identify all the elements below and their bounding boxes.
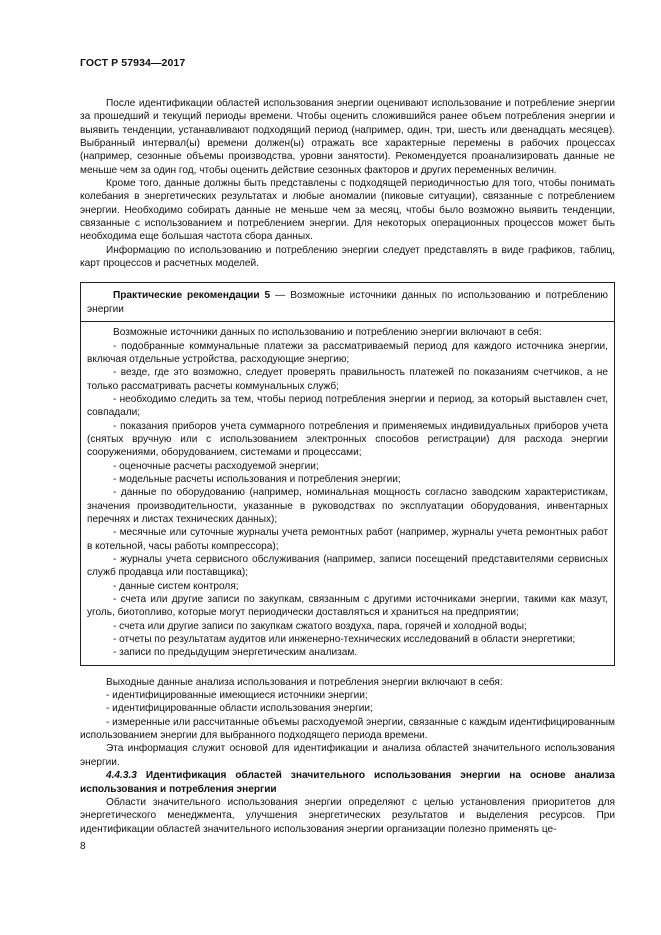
list-item: - подобранные коммунальные платежи за рассматриваемый период для каждого источника энергии, включая отдельные устройства, расходующие энергию; — [87, 340, 608, 365]
list-item: - счета или другие записи по закупкам, связанным с другими источниками энергии, такими как мазут, уголь, биотопливо, которые могут периодически доставляться и храниться на предприятии; — [87, 594, 608, 619]
list-item: - журналы учета сервисного обслуживания (например, записи посещений представителями сервисных служб продавца или поставщика); — [87, 554, 608, 579]
list-item: - оценочные расчеты расходуемой энергии; — [113, 460, 319, 472]
list-item: - показания приборов учета суммарного потребления и применяемых индивидуальных приборов учета (снятых вручную или с использованием электронных способов регистрации) для расхода энергии сооружениями, оборудованием, системами и процессами; — [87, 420, 608, 459]
list-item: - необходимо следить за тем, чтобы период потребления энергии и период, за который выставлен счет, совпадали; — [87, 393, 608, 419]
section-title: Идентификация областей значительного использования энергии на основе анализа использования и потребления энергии — [80, 770, 615, 795]
list-item: - данные систем контроля; — [113, 580, 239, 592]
paragraph-periodicity: Кроме того, данные должны быть представлены с подходящей периодичностью для того, чтобы понимать колебания в энергетических результатах и любые аномалии (пиковые ситуации), связанные с потреблением энергии. Необходимо собирать данные не меньше чем за месяц, чтобы было возможно выявить тенденции, связанные с использованием и потреблением энергии. Для некоторых операционных процессов может быть необходима еще большая частота сбора данных. — [80, 178, 615, 243]
list-item: - идентифицированные области использования энергии; — [106, 703, 373, 715]
recommendation-title-bold: Практические рекомендации 5 — [113, 290, 271, 302]
document-body — [80, 97, 615, 836]
section-heading — [80, 769, 615, 796]
section-number: 4.4.3.3 — [106, 770, 137, 782]
list-item: - везде, где это возможно, следует проверять правильность платежей по показаниям счетчиков, а не только рассматривать расчеты коммунальных служб; — [87, 367, 608, 392]
paragraph-history: После идентификации областей использования энергии оценивают использование и потребление энергии за прошедший и текущий периоды времени. Чтобы оценить сложившийся ранее объем потребления энергии и выявить тенденции, устанавливают подходящий период (например, один, три, шесть или двенадцать месяцев). Выбранный интервал(ы) времени должен(ы) отражать все характерные перемены в рабочих процессах (например, сезонные объемы производства, уровни занятости). Рекомендуется проанализировать данные не меньше чем за один год, чтобы оценить действие сезонных факторов и других переменных величин. — [80, 98, 615, 176]
outputs-closing: Эта информация служит основой для идентификации и анализа областей значительного использования энергии. — [80, 743, 615, 768]
list-item: - месячные или суточные журналы учета ремонтных работ (например, журналы учета ремонтных работ в котельной, часы работы компрессора); — [87, 527, 608, 552]
outputs-intro: Выходные данные анализа использования и потребления энергии включают в себя: — [106, 676, 503, 688]
recommendation-title — [81, 283, 614, 322]
standard-header: ГОСТ Р 57934—2017 — [80, 57, 186, 69]
section-paragraph: Области значительного использования энергии определяют с целью установления приоритетов для энергетического менеджмента, улучшения энергетических результатов и выделения ресурсов. При идентификации областей значительного использования энергии организации полезно применять це- — [80, 796, 615, 835]
list-item: - счета или другие записи по закупкам сжатого воздуха, пара, горячей и холодной воды; — [113, 620, 527, 632]
paragraph-presentation: Информацию по использованию и потреблению энергии следует представлять в виде графиков, таблиц, карт процессов и расчетных моделей. — [80, 244, 615, 270]
recommendation-box — [80, 282, 615, 665]
recommendation-title-rest: — Возможные источники данных по использованию и потреблению энергии — [87, 290, 609, 315]
list-item: - модельные расчеты использования и потребления энергии; — [113, 473, 401, 485]
list-item: - отчеты по результатам аудитов или инженерно-технических исследований в области энергетики; — [113, 634, 576, 646]
recommendation-content — [81, 322, 614, 665]
list-item: - измеренные или рассчитанные объемы расходуемой энергии, связанные с каждым идентифицированным использованием энергии для выбранного подходящего периода времени. — [80, 716, 615, 742]
list-item: - идентифицированные имеющиеся источники энергии; — [106, 690, 368, 702]
recommendation-intro: Возможные источники данных по использованию и потреблению энергии включают в себя: — [113, 327, 542, 339]
page-number: 8 — [80, 841, 86, 852]
list-item: - записи по предыдущим энергетическим анализам. — [113, 647, 358, 659]
list-item: - данные по оборудованию (например, номинальная мощность согласно заводским характеристикам, значения производительности, указанные в руководствах по эксплуатации оборудования, инвентарных перечнях и листах технических данных); — [87, 487, 608, 525]
